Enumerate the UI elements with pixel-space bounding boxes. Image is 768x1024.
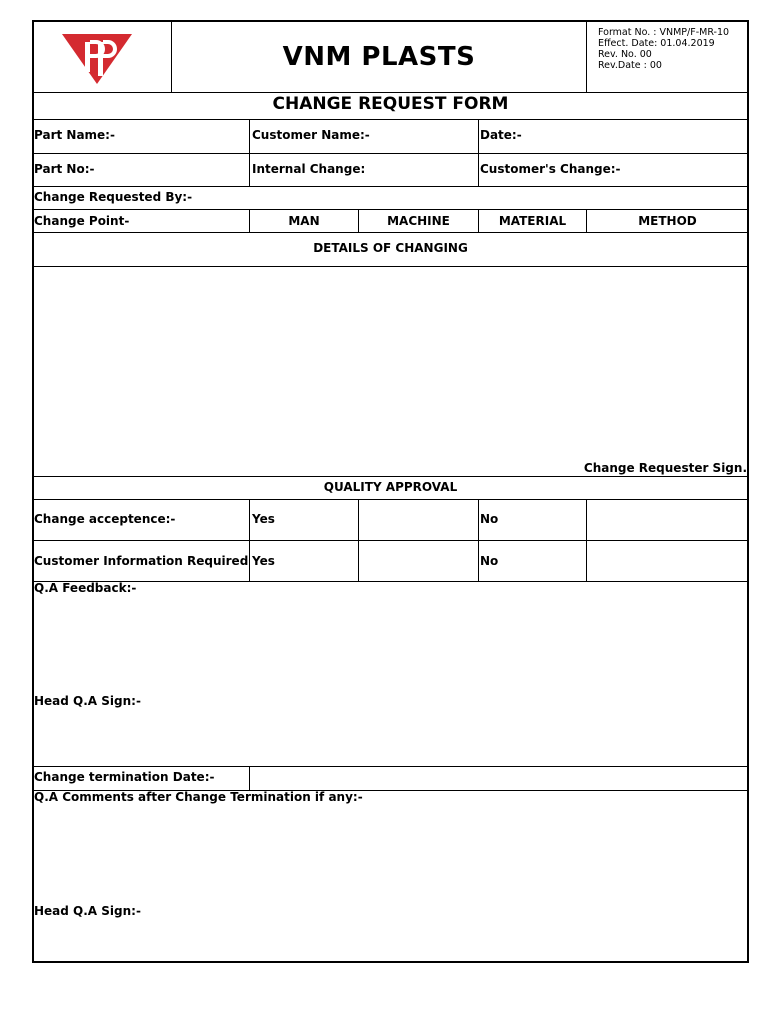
customer-name-label: Customer Name:- (252, 128, 370, 142)
qa-comments-label: Q.A Comments after Change Termination if any:- (34, 790, 363, 804)
part-name-label: Part Name:- (34, 128, 115, 142)
row-line (33, 766, 748, 767)
row-line (33, 119, 748, 120)
header-divider-meta (586, 21, 587, 93)
row-line (33, 476, 748, 477)
customer-info-required-label: Customer Information Required (34, 554, 249, 568)
termination-date-label: Change termination Date:- (34, 770, 215, 784)
customer-info-yes: Yes (252, 554, 275, 568)
company-name: VNM PLASTS (282, 42, 476, 72)
rev-no: Rev. No. 00 (598, 49, 652, 60)
row-line (33, 499, 748, 500)
date-label: Date:- (480, 128, 522, 142)
effect-date: Effect. Date: 01.04.2019 (598, 38, 715, 49)
qa-feedback-label: Q.A Feedback:- (34, 581, 137, 595)
change-requested-by-label: Change Requested By:- (34, 190, 193, 204)
head-qa-sign-label: Head Q.A Sign:- (34, 694, 141, 708)
quality-approval-heading: QUALITY APPROVAL (323, 480, 458, 494)
internal-change-label: Internal Change: (252, 162, 366, 176)
rev-date: Rev.Date : 00 (598, 60, 662, 71)
col-line (249, 766, 250, 791)
vnm-plasts-logo (60, 32, 134, 86)
part-no-label: Part No:- (34, 162, 95, 176)
row-line (33, 232, 748, 233)
row-line (33, 540, 748, 541)
customer-info-no: No (480, 554, 499, 568)
change-point-label: Change Point- (34, 214, 130, 228)
point-man: MAN (288, 214, 320, 228)
acceptance-yes: Yes (252, 512, 275, 526)
point-material: MATERIAL (498, 214, 567, 228)
head-qa-sign-final-label: Head Q.A Sign:- (34, 904, 141, 918)
change-acceptance-label: Change acceptence:- (34, 512, 176, 526)
customers-change-label: Customer's Change:- (480, 162, 621, 176)
details-heading: DETAILS OF CHANGING (313, 241, 468, 255)
row-line (33, 186, 748, 187)
point-machine: MACHINE (387, 214, 450, 228)
format-no: Format No. : VNMP/F-MR-10 (598, 27, 730, 38)
acceptance-no: No (480, 512, 499, 526)
requester-sign-label: Change Requester Sign. (583, 461, 747, 475)
row-line (33, 209, 748, 210)
row-line (33, 153, 748, 154)
form-title: CHANGE REQUEST FORM (272, 94, 509, 114)
row-line (33, 266, 748, 267)
row-line (33, 581, 748, 582)
point-method: METHOD (638, 214, 697, 228)
